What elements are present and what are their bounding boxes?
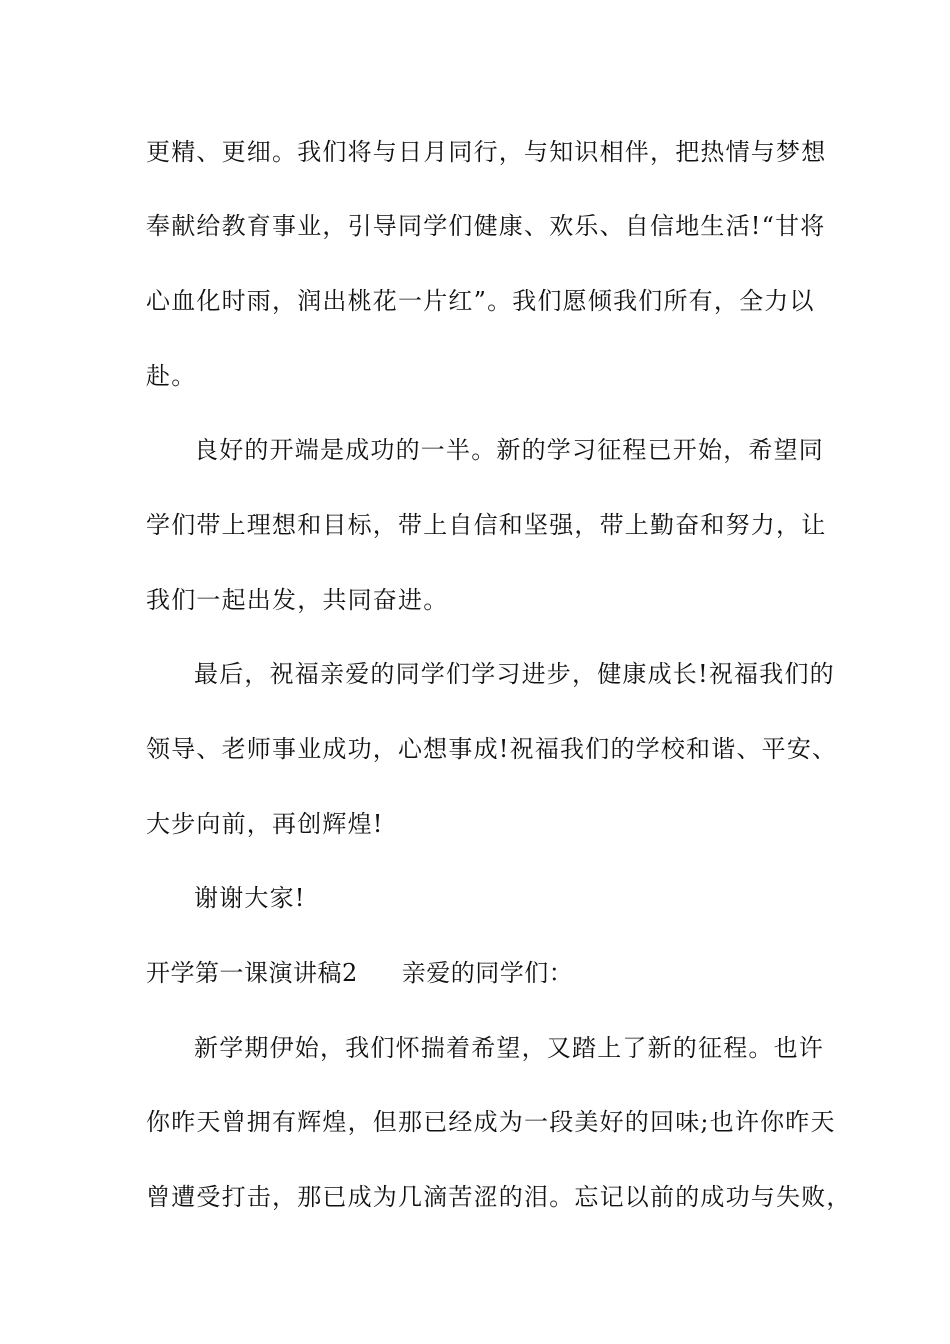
paragraph-first-line: 最后，祝福亲爱的同学们学习进步，健康成长!祝福我们的 (194, 660, 835, 688)
section-title: 开学第一课演讲稿2 (146, 959, 358, 987)
text-line: 学们带上理想和目标，带上自信和坚强，带上勤奋和努力，让 (146, 511, 827, 539)
text-line: 心血化时雨，润出桃花一片红”。我们愿倾我们所有，全力以 (146, 287, 815, 315)
paragraph-first-line: 谢谢大家! (194, 884, 306, 912)
text-line: 赴。 (146, 362, 197, 390)
text-line: 领导、老师事业成功，心想事成!祝福我们的学校和谐、平安、 (146, 735, 838, 763)
paragraph-first-line: 新学期伊始，我们怀揣着希望，又踏上了新的征程。也许 (194, 1034, 824, 1062)
text-line: 你昨天曾拥有辉煌，但那已经成为一段美好的回味;也许你昨天 (146, 1108, 836, 1136)
text-line: 曾遭受打击，那已成为几滴苦涩的泪。忘记以前的成功与失败， (146, 1183, 852, 1211)
greeting: 亲爱的同学们： (401, 959, 574, 987)
text-line: 我们一起出发，共同奋进。 (146, 586, 449, 614)
text-line: 大步向前，再创辉煌! (146, 810, 384, 838)
text-line: 更精、更细。我们将与日月同行，与知识相伴，把热情与梦想 (146, 138, 827, 166)
section-heading (146, 957, 573, 989)
text-line: 奉献给教育事业，引导同学们健康、欢乐、自信地生活!“甘将 (146, 212, 826, 240)
paragraph-first-line: 良好的开端是成功的一半。新的学习征程已开始，希望同 (194, 436, 824, 464)
